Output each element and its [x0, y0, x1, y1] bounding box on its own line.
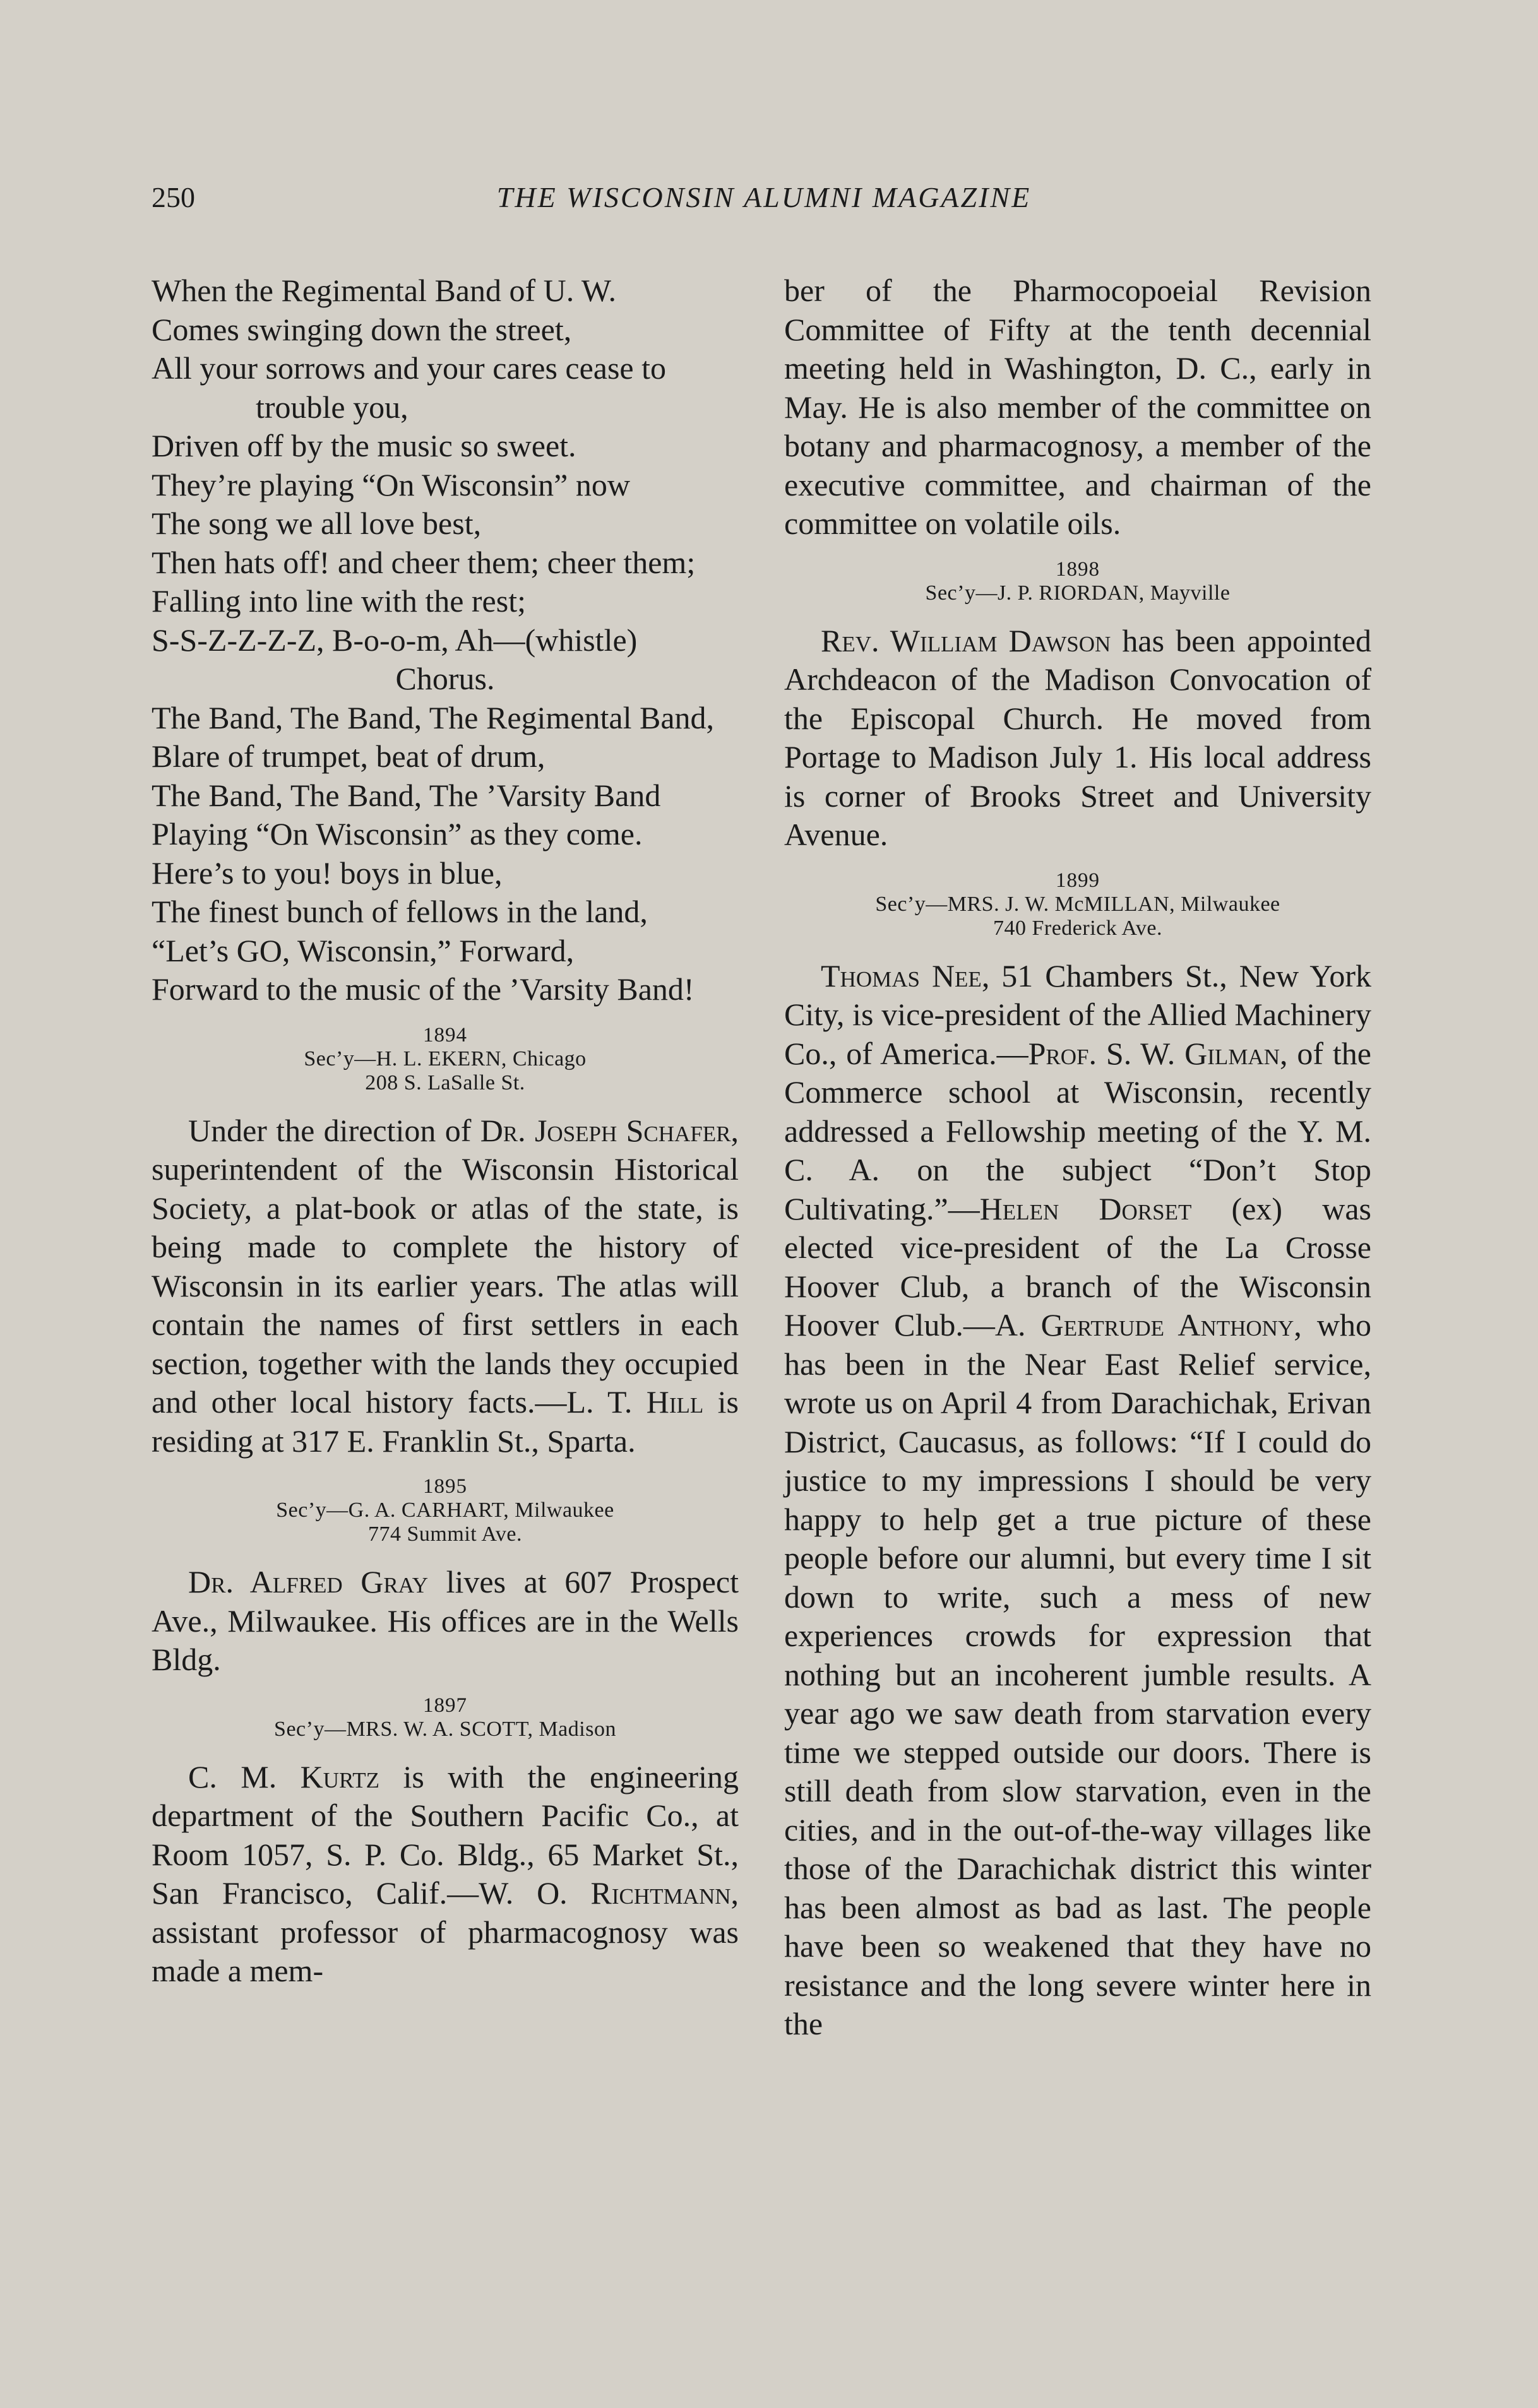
class-heading-1899	[784, 869, 1371, 940]
person-name: Dr. Alfred Gray	[188, 1564, 429, 1599]
page-header	[152, 181, 1376, 225]
poem-line: Falling into line with the rest;	[152, 583, 526, 619]
class-year: 1897	[423, 1693, 467, 1717]
text-run: , assistant professor of pharmacognosy was made a mem-	[152, 1875, 739, 1988]
poem-line: All your sorrows and your cares cease to trouble you,	[152, 350, 667, 425]
poem-line: Comes swinging down the street,	[152, 311, 572, 347]
magazine-title: THE WISCONSIN ALUMNI MAGAZINE	[496, 181, 1032, 213]
person-name: Thomas Nee	[821, 958, 982, 993]
text-run: , who has been in the Near East Relief service, wrote us on April 4 from Darachichak, Erivan District, Caucasus, as follows: “If I could do justice to my impressions I should be very happy to help get a true picture of these people before our alumni, but every time I sit down to write, such a mess of new experiences crowds for expression that nothing but an incoherent jumble results. A year ago we saw death from starvation every time we stepped outside our doors. There is still death from slow starvation, even in the cities, and in the out-of-the-way villages like those of the Darachichak district this winter has been almost as bad as last. The people have been so weakened that they have no resistance and the long severe winter here in the	[784, 1307, 1371, 2041]
news-paragraph-1898	[784, 622, 1371, 855]
poem-line: They’re playing “On Wisconsin” now	[152, 466, 630, 502]
poem-line: Forward to the music of the ’Varsity Band!	[152, 971, 694, 1007]
class-secretary: Sec’y—H. L. EKERN, Chicago	[304, 1047, 587, 1071]
poem-line: When the Regimental Band of U. W.	[152, 273, 616, 308]
news-paragraph-1895	[152, 1563, 739, 1680]
poem-chorus-label: Chorus.	[395, 661, 495, 696]
poem-line: Then hats off! and cheer them; cheer them;	[152, 544, 696, 580]
poem-line: The finest bunch of fellows in the land,	[152, 894, 648, 929]
class-heading-1894	[152, 1023, 739, 1095]
person-name: Kurtz	[300, 1759, 380, 1794]
poem-line: Here’s to you! boys in blue,	[152, 855, 503, 891]
left-column	[152, 271, 739, 1991]
person-name: L. T. Hill	[566, 1384, 704, 1420]
class-secretary: Sec’y—G. A. CARHART, Milwaukee	[276, 1498, 614, 1522]
secretary-address: 774 Summit Ave.	[368, 1522, 522, 1546]
class-secretary: Sec’y—MRS. J. W. McMILLAN, Milwaukee	[875, 892, 1280, 916]
news-paragraph-1899	[784, 957, 1371, 2044]
class-year: 1898	[1056, 557, 1100, 581]
class-heading-1898	[784, 557, 1371, 605]
secretary-address: 740 Frederick Ave.	[993, 916, 1163, 940]
news-paragraph-1894	[152, 1112, 739, 1461]
text-run: (ex) was elected vice-president of the La Crosse Hoover Club, a branch of the Wisconsin Hoover Club.—A.	[784, 1190, 1371, 1343]
text-run: is residing at 317 E. Franklin St., Sparta.	[152, 1384, 739, 1459]
class-year: 1894	[423, 1023, 467, 1047]
text-run: , superintendent of the Wisconsin Historical Society, a plat-book or atlas of the state, is being made to complete the history of Wisconsin in its earlier years. The atlas will contain the names of first settlers in each section, together with the lands they occupied and other local history facts.—	[152, 1112, 739, 1420]
poem-line: S-S-Z-Z-Z-Z, B-o-o-m, Ah—(whistle)	[152, 622, 638, 658]
poem-line: “Let’s GO, Wisconsin,” Forward,	[152, 932, 575, 968]
text-run: Under the direction of	[188, 1112, 480, 1148]
class-secretary: Sec’y—MRS. W. A. SCOTT, Madison	[274, 1717, 616, 1741]
text-run: is with the engineering department of the Southern Pacific Co., at Room 1057, S. P. Co. Bldg., 65 Market St., San Francisco, Calif.—W. O.	[152, 1759, 739, 1911]
news-paragraph-1897	[152, 1758, 739, 1991]
poem-line: Playing “On Wisconsin” as they come.	[152, 816, 643, 851]
text-run: , of the Commerce school at Wisconsin, recently addressed a Fellowship meeting of the Y. M. C. A. on the subject “Don’t Stop Cultivating.”—	[784, 1035, 1371, 1226]
page-number: 250	[152, 181, 195, 213]
poem-line: The Band, The Band, The Regimental Band,	[152, 699, 715, 735]
poem-line: Blare of trumpet, beat of drum,	[152, 738, 545, 774]
poem-line: The Band, The Band, The ’Varsity Band	[152, 777, 661, 813]
poem-line: The song we all love best,	[152, 506, 482, 541]
class-heading-1897	[152, 1693, 739, 1741]
right-column	[784, 271, 1371, 2044]
person-name: Prof. S. W. Gilman	[1028, 1035, 1280, 1071]
class-year: 1895	[423, 1475, 467, 1498]
text-run: , 51 Chambers St., New York City, is vice-president of the Allied Machinery Co., of America.—	[784, 958, 1371, 1071]
class-heading-1895	[152, 1474, 739, 1546]
secretary-address: 208 S. LaSalle St.	[365, 1071, 525, 1094]
text-run: lives at 607 Prospect Ave., Milwaukee. His offices are in the Wells Bldg.	[152, 1564, 739, 1677]
person-name: Gertrude Anthony	[1040, 1307, 1294, 1343]
person-name: Richtmann	[590, 1875, 731, 1911]
person-name: Dr. Joseph Schafer	[480, 1112, 731, 1148]
person-name: Helen Dorset	[979, 1190, 1192, 1226]
news-paragraph-continued: ber of the Pharmocopoeial Revision Committee of Fifty at the tenth decennial meeting held in Washington, D. C., early in May. He is also member of the committee on botany and pharmacognosy, a member of the executive committee, and chairman of the committee on volatile oils.	[784, 273, 1371, 541]
text-run: C. M.	[188, 1759, 301, 1794]
text-run: has been appointed Archdeacon of the Madison Convocation of the Episcopal Church. He moved from Portage to Madison July 1. His local address is corner of Brooks Street and University Avenue.	[784, 622, 1371, 852]
person-name: Rev. William Dawson	[821, 622, 1111, 658]
class-secretary: Sec’y—J. P. RIORDAN, Mayville	[925, 581, 1231, 605]
band-poem	[152, 271, 739, 1009]
poem-line: Driven off by the music so sweet.	[152, 428, 576, 463]
class-year: 1899	[1056, 869, 1100, 892]
